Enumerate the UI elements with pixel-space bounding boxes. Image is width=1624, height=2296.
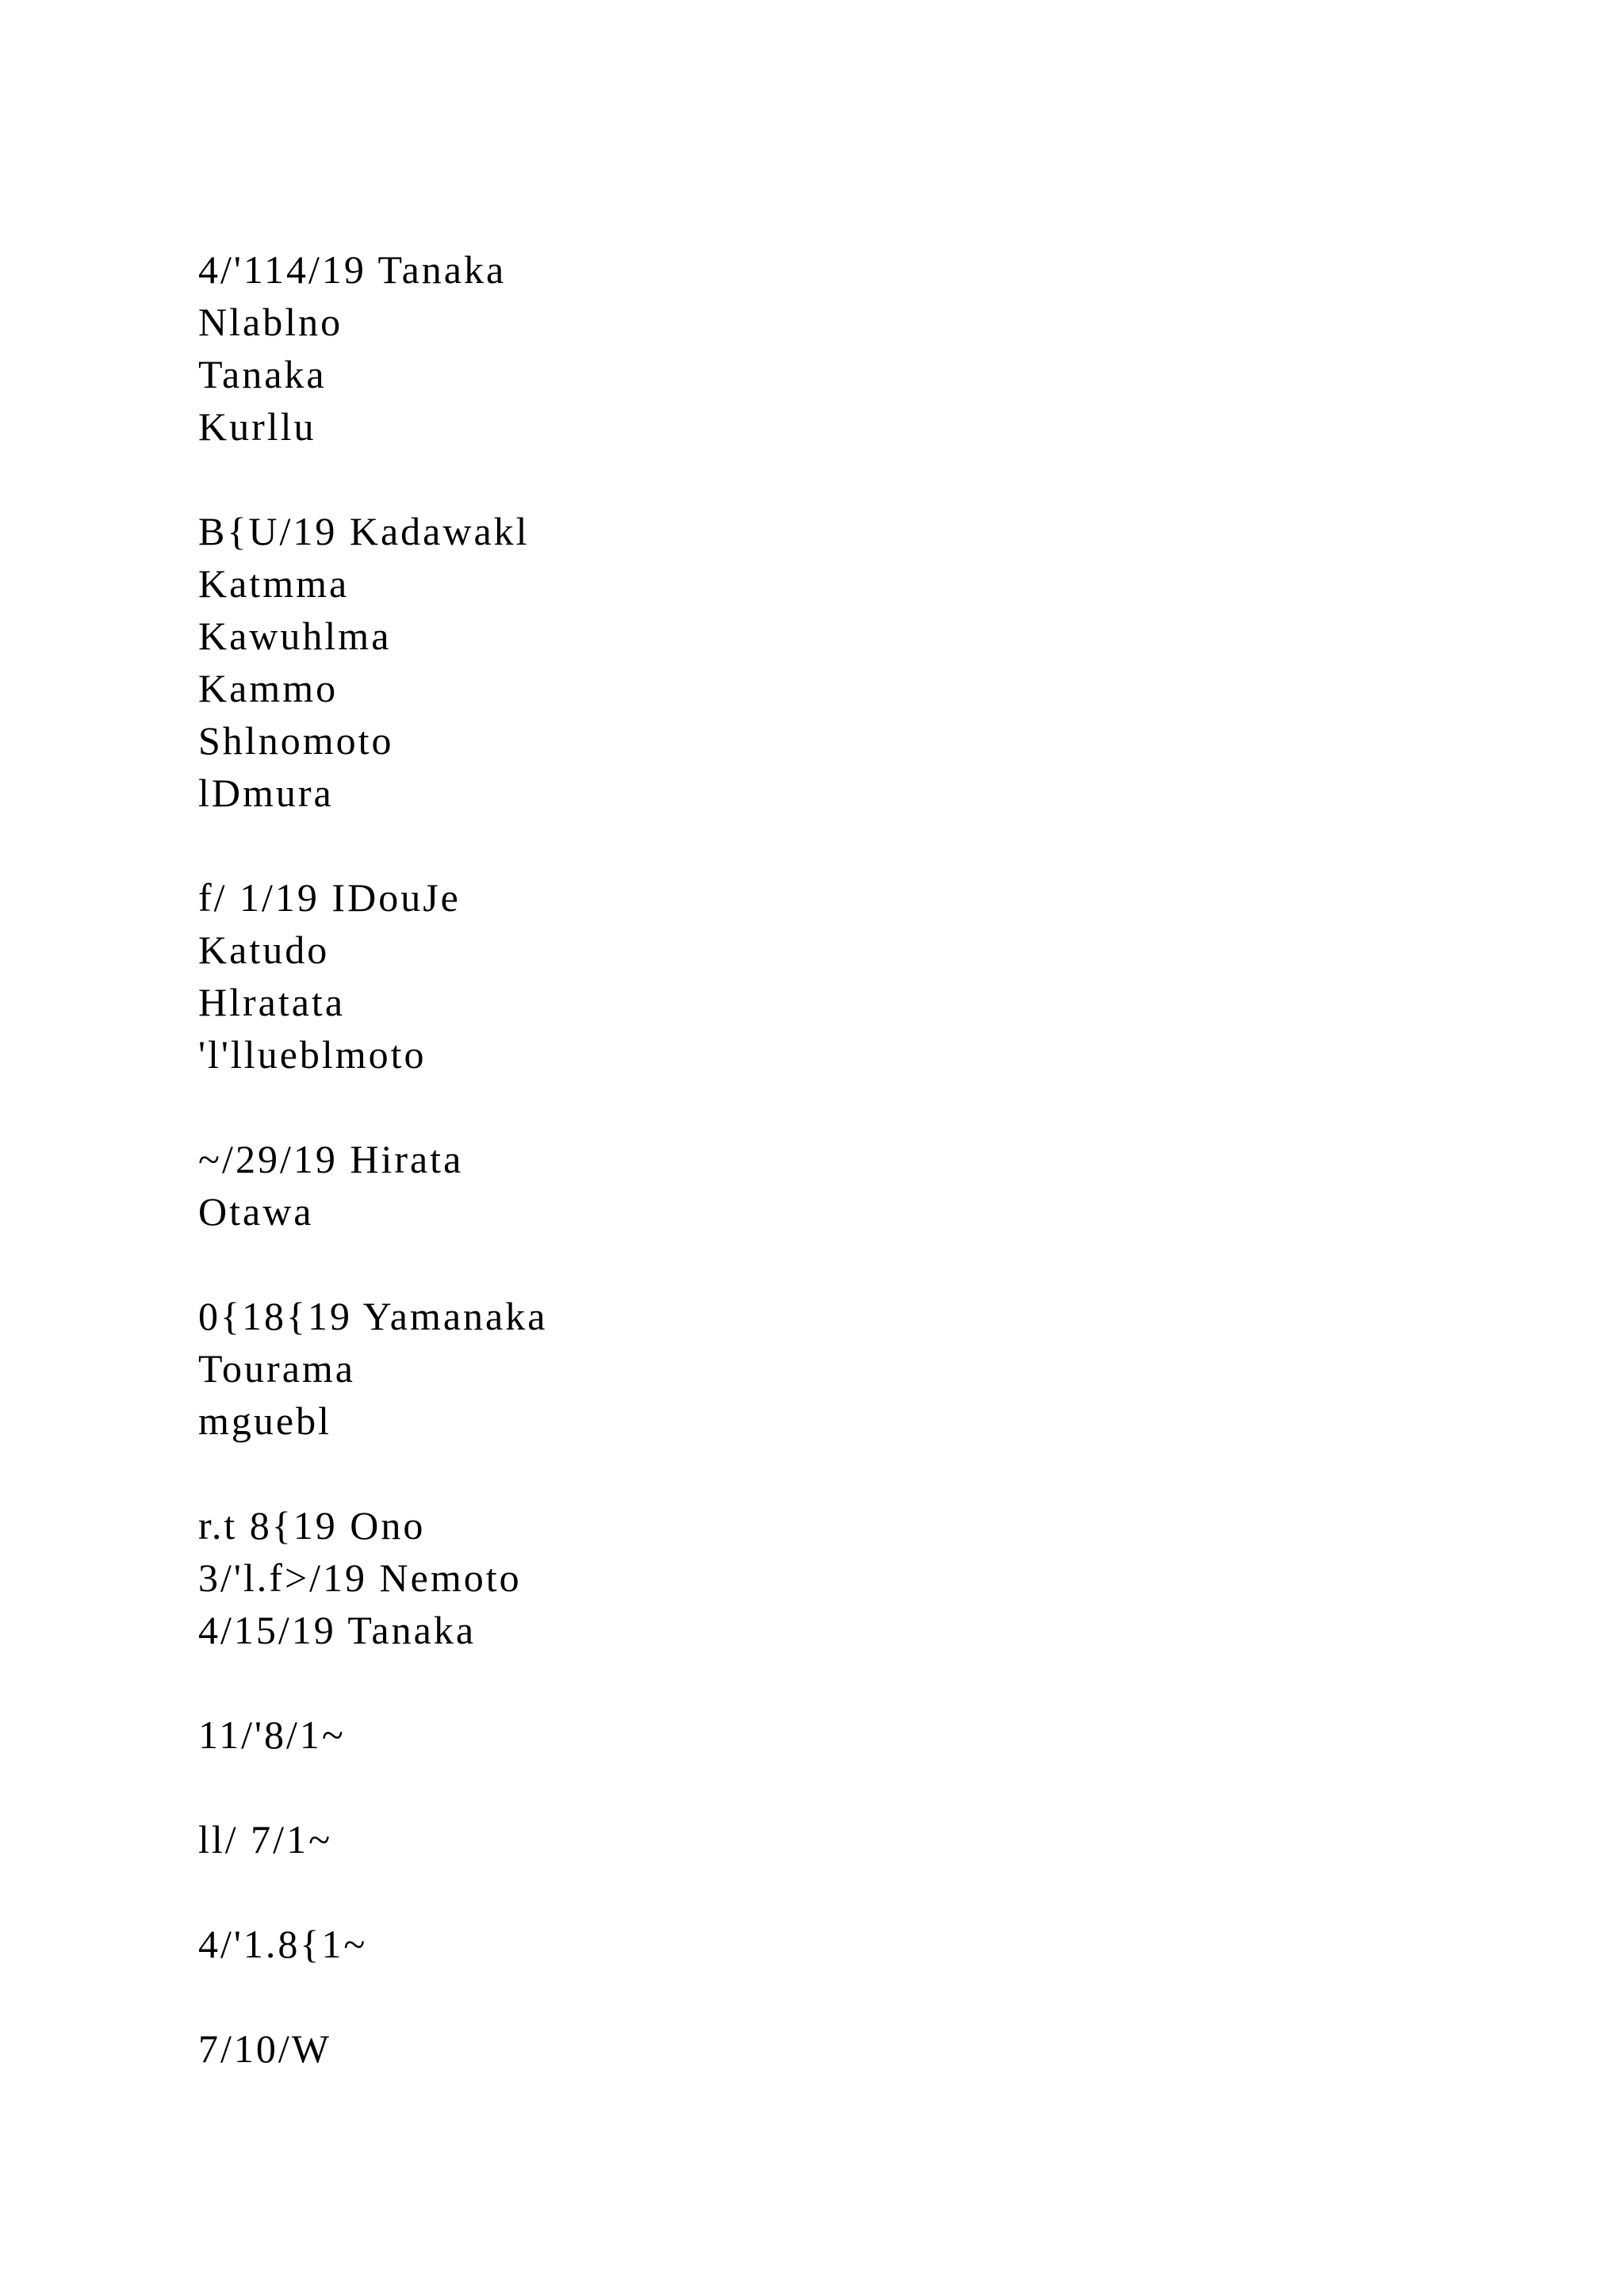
blank-line bbox=[198, 1656, 1546, 1709]
text-line: Shlnomoto bbox=[198, 718, 394, 763]
text-line: Kawuhlma bbox=[198, 614, 392, 658]
blank-line bbox=[198, 1761, 1546, 1813]
blank-line bbox=[198, 1866, 1546, 1918]
text-line: Nlablno bbox=[198, 300, 343, 344]
blank-line bbox=[198, 1447, 1546, 1499]
text-line: Tourama bbox=[198, 1346, 355, 1391]
text-line: B{U/19 Kadawakl bbox=[198, 509, 530, 553]
text-line: Hlratata bbox=[198, 980, 346, 1024]
text-line: lDmura bbox=[198, 771, 334, 815]
blank-line bbox=[198, 453, 1546, 505]
text-line: Tanaka bbox=[198, 352, 327, 396]
blank-line bbox=[198, 1238, 1546, 1290]
text-line: Kammo bbox=[198, 666, 339, 710]
text-line: r.t 8{19 Ono bbox=[198, 1503, 426, 1548]
blank-line bbox=[198, 1970, 1546, 2022]
text-line: 'l'llueblmoto bbox=[198, 1032, 427, 1077]
text-line: 4/'1.8{1~ bbox=[198, 1922, 368, 1966]
text-line: Katmma bbox=[198, 561, 350, 606]
text-line: 7/10/W bbox=[198, 2026, 331, 2071]
text-line: Kurllu bbox=[198, 404, 316, 449]
text-line: 3/'l.f>/19 Nemoto bbox=[198, 1556, 522, 1600]
blank-line bbox=[198, 1081, 1546, 1133]
text-line: 0{18{19 Yamanaka bbox=[198, 1294, 548, 1338]
text-line: ll/ 7/1~ bbox=[198, 1817, 333, 1862]
text-line: f/ 1/19 IDouJe bbox=[198, 875, 461, 920]
text-line: 4/'114/19 Tanaka bbox=[198, 247, 507, 292]
text-line: Otawa bbox=[198, 1189, 314, 1234]
blank-line bbox=[198, 819, 1546, 871]
text-block bbox=[198, 243, 1546, 2075]
text-line: Katudo bbox=[198, 928, 330, 972]
text-line: mguebl bbox=[198, 1399, 331, 1443]
text-line: 4/15/19 Tanaka bbox=[198, 1608, 477, 1652]
text-line: ~/29/19 Hirata bbox=[198, 1137, 464, 1181]
text-line: 11/'8/1~ bbox=[198, 1712, 346, 1757]
